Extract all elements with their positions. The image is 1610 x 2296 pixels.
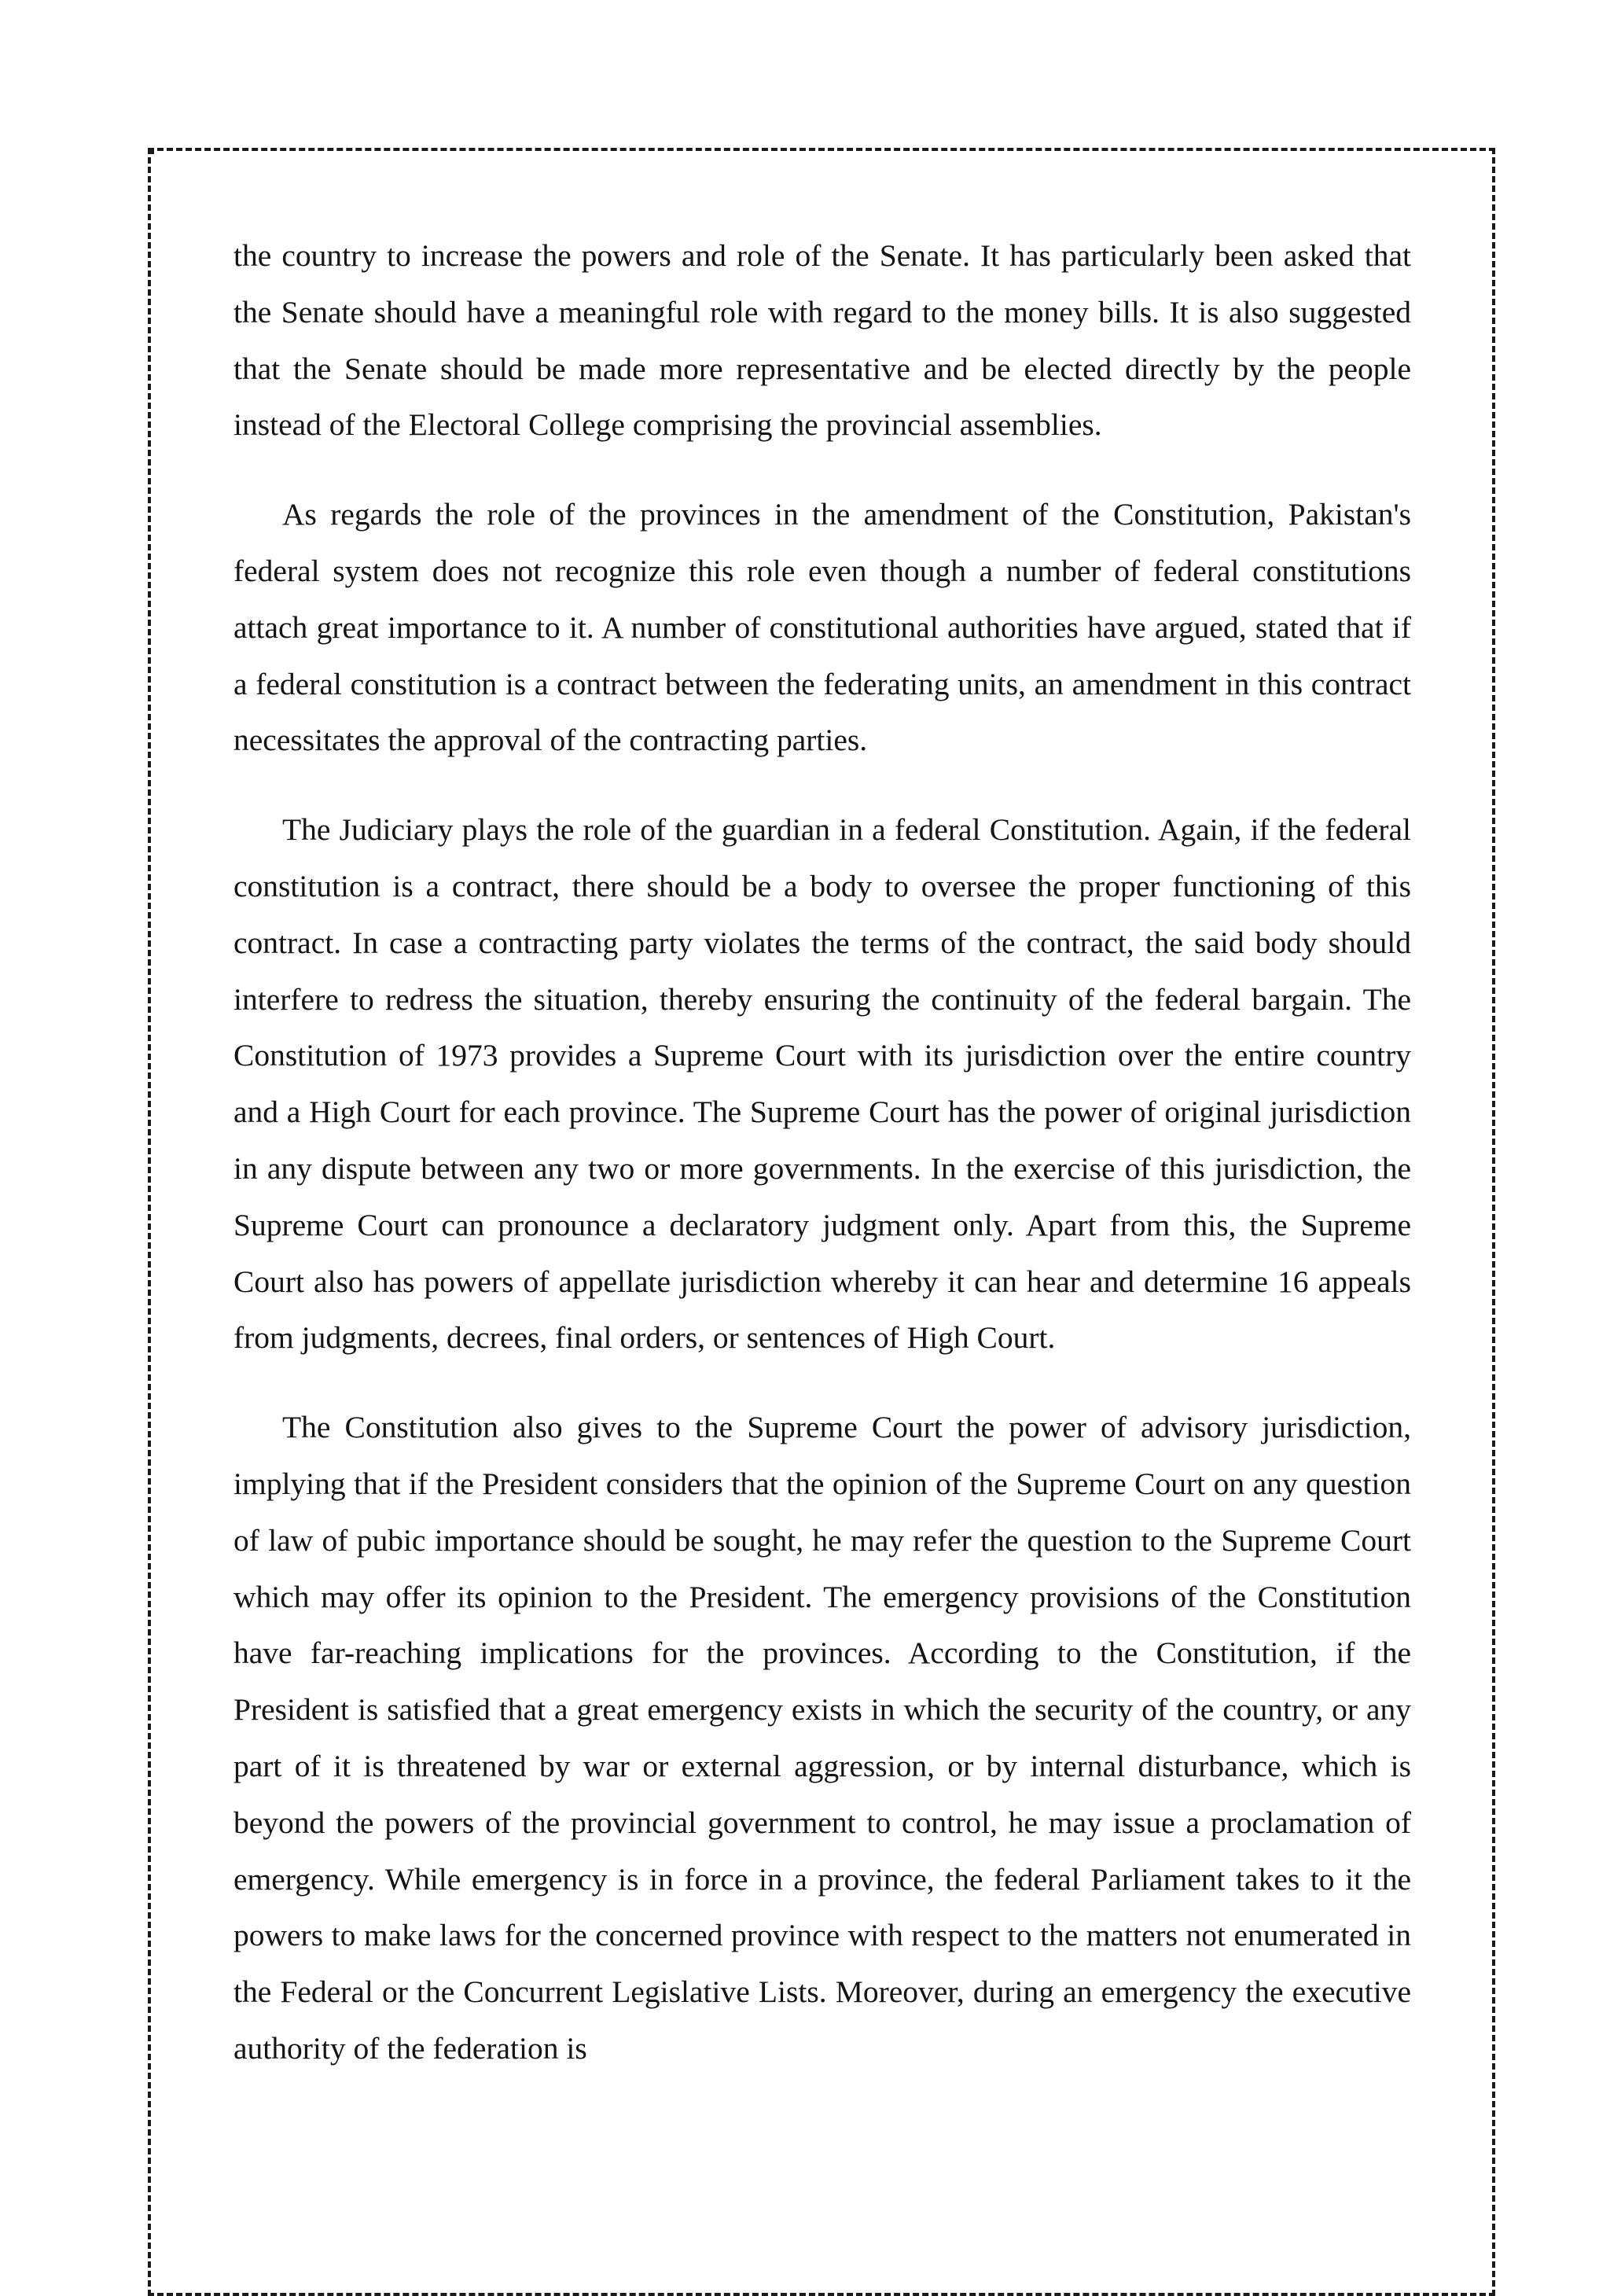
- paragraph-judiciary: The Judiciary plays the role of the guardian in a federal Constitution. Again, if the federal constitution is a contract, there should be a body to oversee the proper functioning of this contract. In case a contracting party violates the terms of the contract, the said body should interfere to redress the situation, thereby ensuring the continuity of the federal bargain. The Constitution of 1973 provides a Supreme Court with its jurisdiction over the entire country and a High Court for each province. The Supreme Court has the power of original jurisdiction in any dispute between any two or more governments. In the exercise of this jurisdiction, the Supreme Court can pronounce a declaratory judgment only. Apart from this, the Supreme Court also has powers of appellate jurisdiction whereby it can hear and determine 16 appeals from judgments, decrees, final orders, or sentences of High Court.: [233, 812, 1411, 1356]
- paragraph-senate-powers: the country to increase the powers and role of the Senate. It has particularly been asked that the Senate should have a meaningful role with regard to the money bills. It is also suggested that the Senate should be made more representative and be elected directly by the people instead of the Electoral College comprising the provincial assemblies.: [233, 238, 1411, 443]
- paragraph-advisory-emergency: The Constitution also gives to the Supreme Court the power of advisory jurisdiction, implying that if the President considers that the opinion of the Supreme Court on any question of law of pubic importance should be sought, he may refer the question to the Supreme Court which may offer its opinion to the President. The emergency provisions of the Constitution have far-reaching implications for the provinces. According to the Constitution, if the President is satisfied that a great emergency exists in which the security of the country, or any part of it is threatened by war or external aggression, or by internal disturbance, which is beyond the powers of the provincial government to control, he may issue a proclamation of emergency. While emergency is in force in a province, the federal Parliament takes to it the powers to make laws for the concerned province with respect to the matters not enumerated in the Federal or the Concurrent Legislative Lists. Moreover, during an emergency the executive authority of the federation is: [233, 1410, 1411, 2066]
- document-body: [233, 228, 1411, 2110]
- paragraph-provinces-amendment: As regards the role of the provinces in the amendment of the Constitution, Pakistan's federal system does not recognize this role even though a number of federal constitutions attach great importance to it. A number of constitutional authorities have argued, stated that if a federal constitution is a contract between the federating units, an amendment in this contract necessitates the approval of the contracting parties.: [233, 497, 1411, 758]
